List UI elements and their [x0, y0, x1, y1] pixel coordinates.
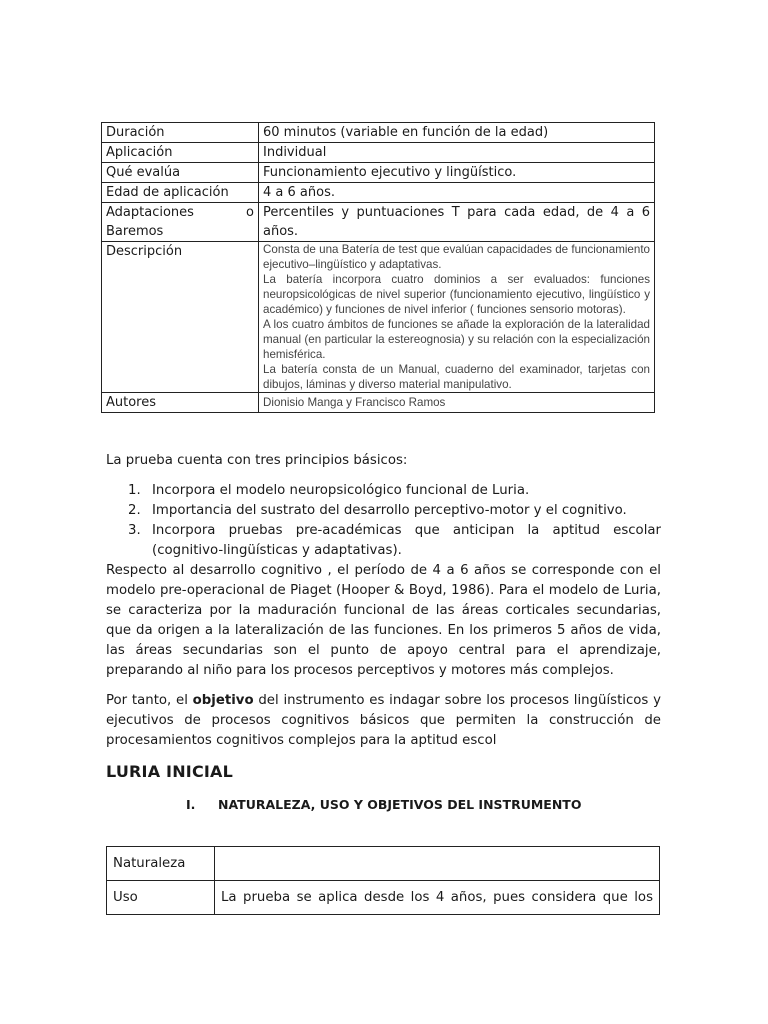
table-row: [102, 242, 655, 393]
authors-text: Dionisio Manga y Francisco Ramos: [263, 396, 446, 409]
list-number: 1.: [128, 483, 141, 498]
row-label: Edad de aplicación: [102, 183, 259, 203]
description-paragraph: La batería consta de un Manual, cuaderno del examinador, tarjetas con dibujos, láminas y diverso material manipulativo.: [263, 363, 650, 391]
row-value: [259, 242, 655, 393]
row-value: 4 a 6 años.: [259, 183, 655, 203]
nature-use-table: [106, 846, 660, 915]
row-value: Funcionamiento ejecutivo y lingüístico.: [259, 163, 655, 183]
table-row: [102, 123, 655, 143]
list-text: Incorpora pruebas pre-académicas que anticipan la aptitud escolar (cognitivo-lingüísticas y adaptativas).: [152, 523, 661, 558]
table-row: [107, 881, 660, 915]
row-value: [259, 203, 655, 242]
section-number: I.: [186, 797, 196, 812]
row-label: Duración: [102, 123, 259, 143]
info-table: [101, 122, 655, 413]
row-value-line: años.: [263, 224, 299, 239]
table-row: [102, 163, 655, 183]
list-item: [128, 501, 661, 521]
row-label-line: Adaptaciones o: [106, 205, 254, 220]
objective-text-end: del instrumento es indagar sobre los procesos lingüísticos y ejecutivos de procesos cognitivos básicos que permiten la construcción de procesamientos cognitivos complejos para la aptitud escol: [106, 693, 661, 748]
row-value-line: Percentiles y puntuaciones T para cada edad, de 4 a 6: [263, 205, 650, 220]
row-label-line: Baremos: [106, 224, 164, 239]
row-label: Naturaleza: [107, 847, 215, 881]
table-row: [102, 203, 655, 242]
list-item: [128, 481, 661, 501]
table-row: [102, 393, 655, 413]
row-value: 60 minutos (variable en función de la edad): [259, 123, 655, 143]
development-paragraph: Respecto al desarrollo cognitivo , el período de 4 a 6 años se corresponde con el modelo pre-operacional de Piaget (Hooper & Boyd, 1986). Para el modelo de Luria, se caracteriza por la maduración funcional de las áreas corticales secundarias, que da origen a la lateralización de las funciones. En los primeros 5 años de vida, las áreas secundarias son el punto de apoyo central para el aprendizaje, preparando al niño para los procesos perceptivos y motores más complejos.: [106, 563, 661, 678]
row-label: [102, 203, 259, 242]
principles-list: [128, 481, 661, 561]
list-item: [128, 521, 661, 561]
objective-keyword: objetivo: [192, 693, 254, 708]
row-value: Individual: [259, 143, 655, 163]
row-label: Aplicación: [102, 143, 259, 163]
row-label: Uso: [107, 881, 215, 915]
row-value: [259, 393, 655, 413]
row-value: [215, 847, 660, 881]
list-number: 2.: [128, 503, 141, 518]
table-row: [102, 143, 655, 163]
description-paragraph: A los cuatro ámbitos de funciones se añade la exploración de la lateralidad manual (en particular la estereognosia) y su relación con la especialización hemisférica.: [263, 318, 650, 361]
list-text: Incorpora el modelo neuropsicológico funcional de Luria.: [152, 483, 530, 498]
description-text: [263, 242, 650, 392]
section-title: NATURALEZA, USO Y OBJETIVOS DEL INSTRUMENTO: [218, 797, 582, 812]
objective-paragraph: [106, 691, 661, 751]
objective-text-start: Por tanto, el: [106, 693, 193, 708]
description-paragraph: La batería incorpora cuatro dominios a ser evaluados: funciones neuropsicológicas de nivel superior (funcionamiento ejecutivo, lingüístico y académico) y funciones de nivel inferior ( funciones sensorio motoras).: [263, 273, 650, 316]
table-row: [107, 847, 660, 881]
row-label: Qué evalúa: [102, 163, 259, 183]
row-value: La prueba se aplica desde los 4 años, pues considera que los: [215, 881, 660, 915]
row-label: Descripción: [102, 242, 259, 393]
row-label: Autores: [102, 393, 259, 413]
intro-text: La prueba cuenta con tres principios básicos:: [106, 453, 408, 468]
list-number: 3.: [128, 523, 141, 538]
table-row: [102, 183, 655, 203]
description-paragraph: Consta de una Batería de test que evalúan capacidades de funcionamiento ejecutivo–lingüístico y adaptativas.: [263, 243, 650, 271]
list-text: Importancia del sustrato del desarrollo perceptivo-motor y el cognitivo.: [152, 503, 627, 518]
section-heading: LURIA INICIAL: [106, 762, 234, 781]
